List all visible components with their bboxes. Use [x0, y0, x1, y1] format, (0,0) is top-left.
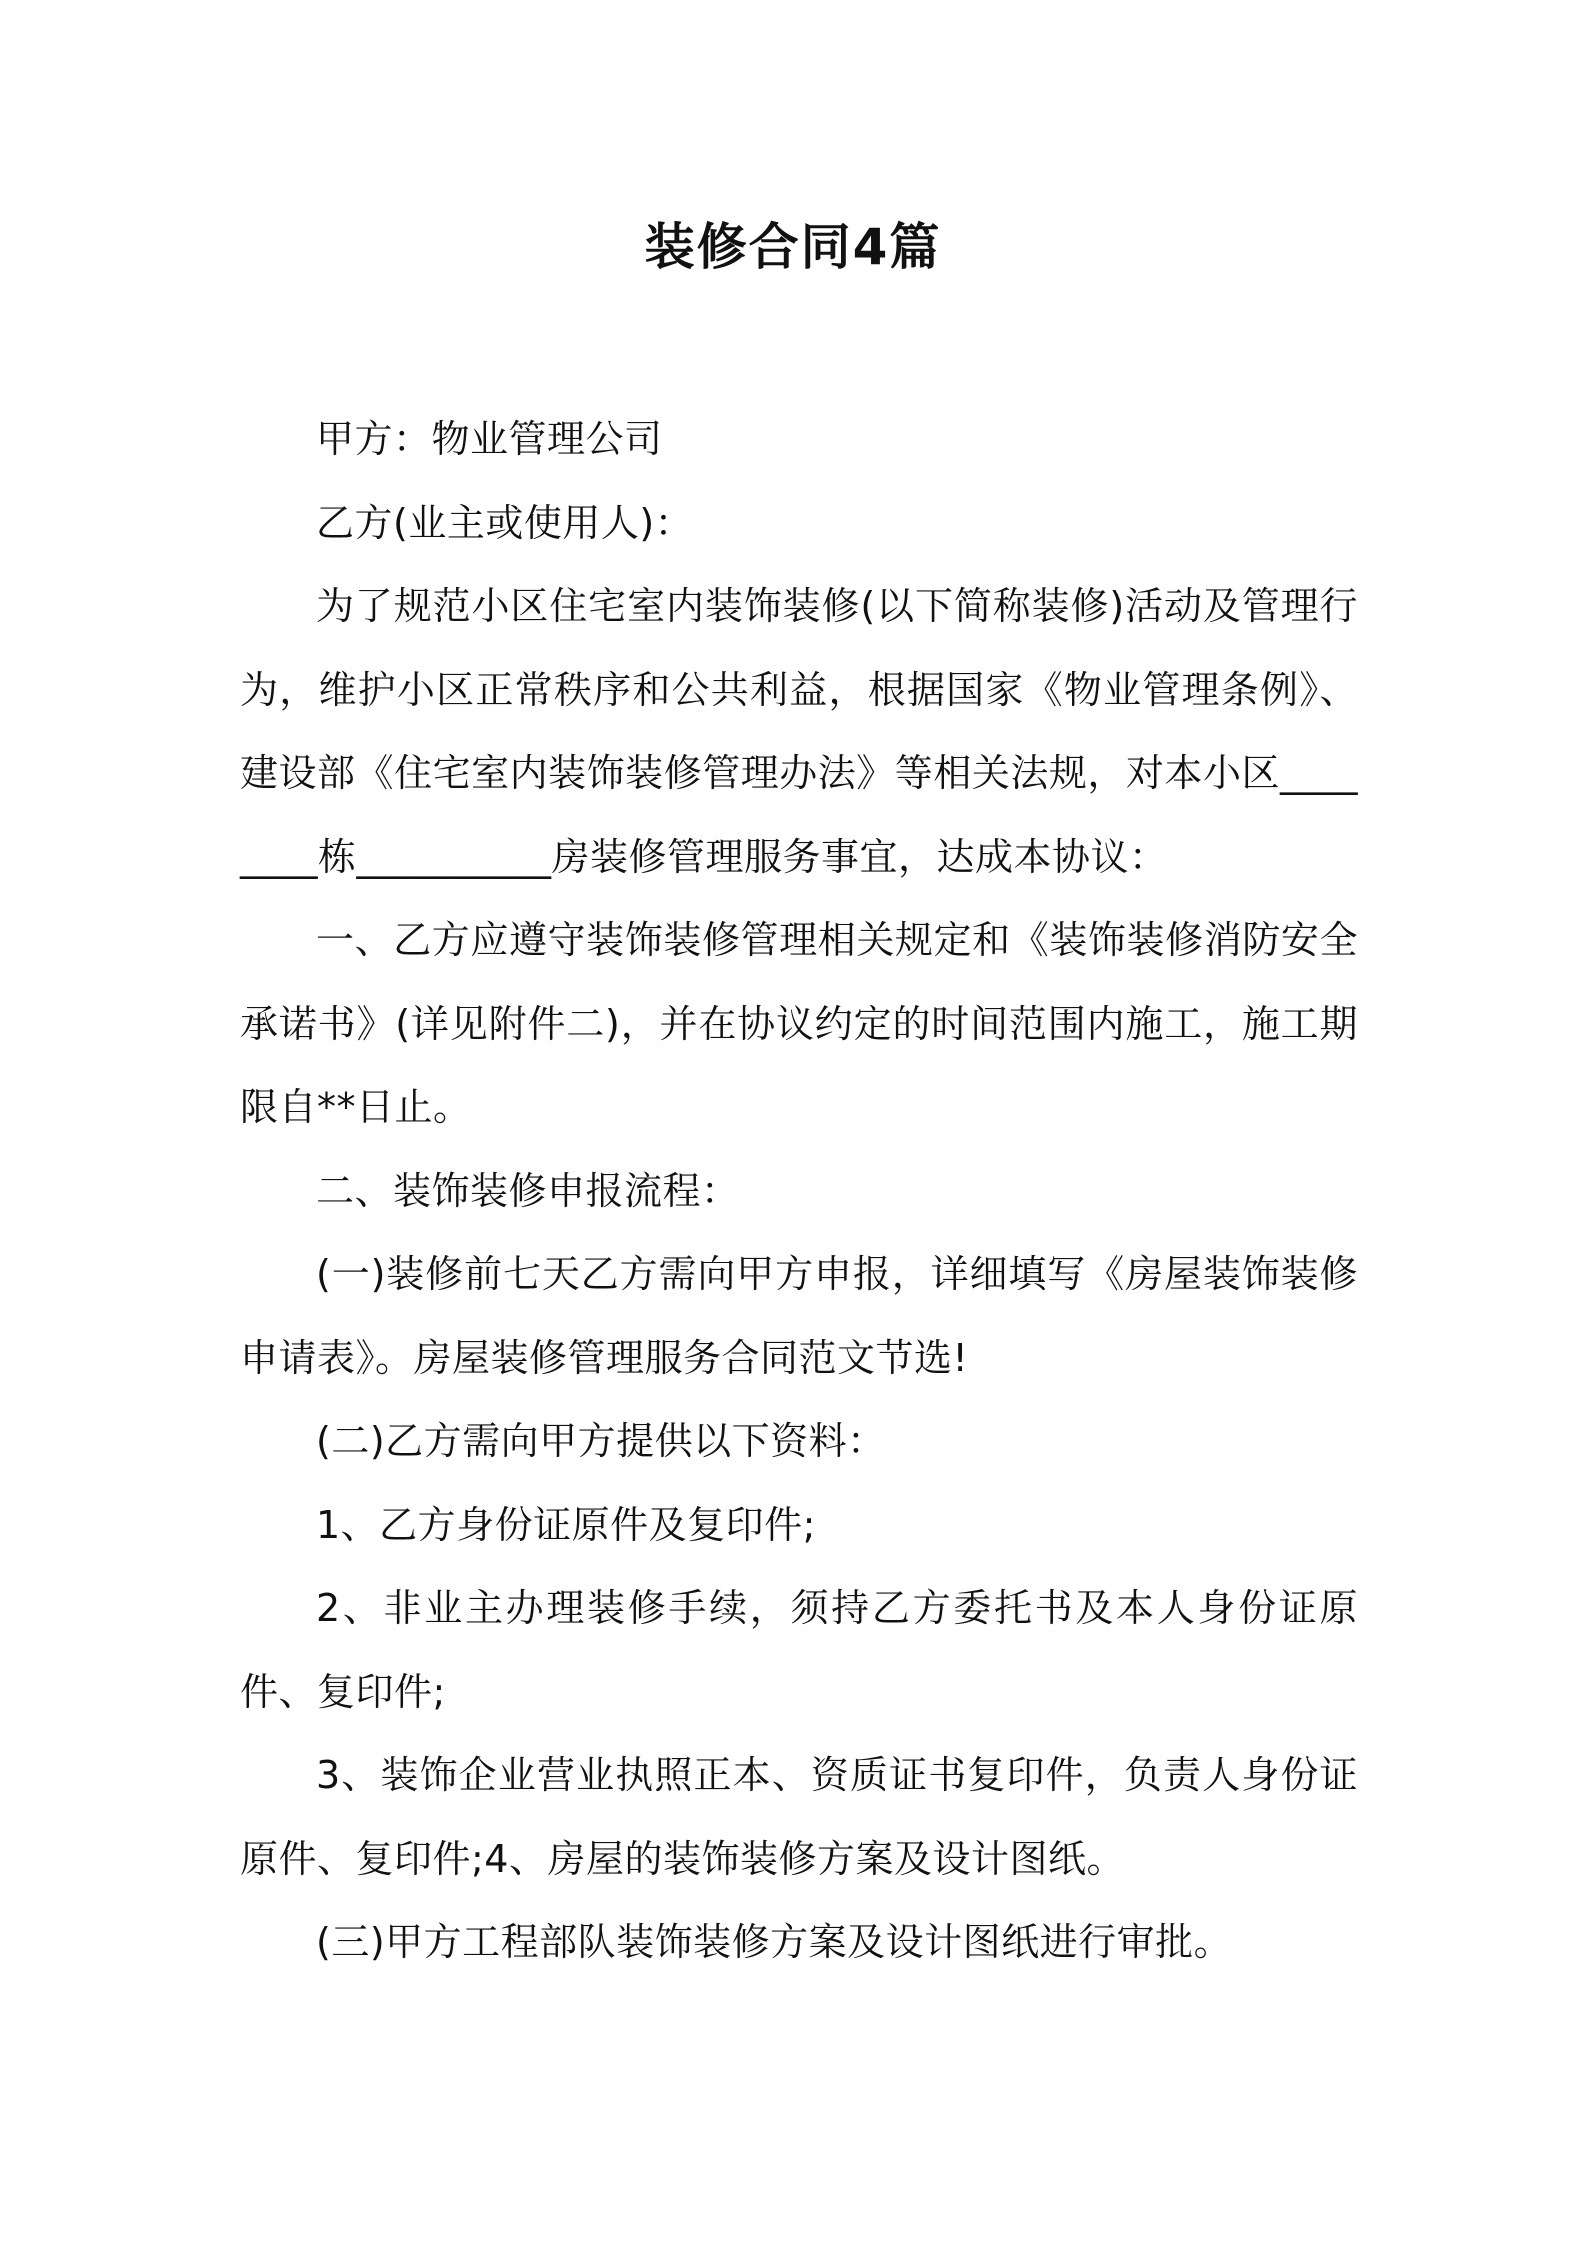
preamble-paragraph: 为了规范小区住宅室内装饰装修(以下简称装修)活动及管理行为，维护小区正常秩序和公共利益，根据国家《物业管理条例》、建设部《住宅室内装饰装修管理办法》等相关法规，对本小区________栋__________房装修管理服务事宜，达成本协议： — [240, 584, 1358, 879]
party-a-line: 甲方：物业管理公司 — [316, 417, 663, 461]
clause-2-item-1: (一)装修前七天乙方需向甲方申报，详细填写《房屋装饰装修申请表》。房屋装修管理服务合同范文节选! — [240, 1252, 1358, 1380]
clause-2-heading: 二、装饰装修申报流程： — [316, 1168, 740, 1213]
party-b-line: 乙方(业主或使用人)： — [316, 500, 694, 545]
clause-2-item-3: (三)甲方工程部队装饰装修方案及设计图纸进行审批。 — [316, 1920, 1233, 1964]
document-body — [240, 398, 1358, 1985]
materials-item-3-4: 3、装饰企业营业执照正本、资质证书复印件，负责人身份证原件、复印件;4、房屋的装饰装修方案及设计图纸。 — [240, 1753, 1358, 1881]
clause-2-item-2: (二)乙方需向甲方提供以下资料： — [316, 1419, 886, 1463]
materials-item-1: 1、乙方身份证原件及复印件; — [316, 1502, 816, 1547]
clause-1-paragraph: 一、乙方应遵守装饰装修管理相关规定和《装饰装修消防安全承诺书》(详见附件二)，并在协议约定的时间范围内施工，施工期限自**日止。 — [240, 918, 1358, 1129]
document-title: 装修合同4篇 — [644, 218, 942, 276]
materials-item-2: 2、非业主办理装修手续，须持乙方委托书及本人身份证原件、复印件; — [240, 1586, 1358, 1714]
